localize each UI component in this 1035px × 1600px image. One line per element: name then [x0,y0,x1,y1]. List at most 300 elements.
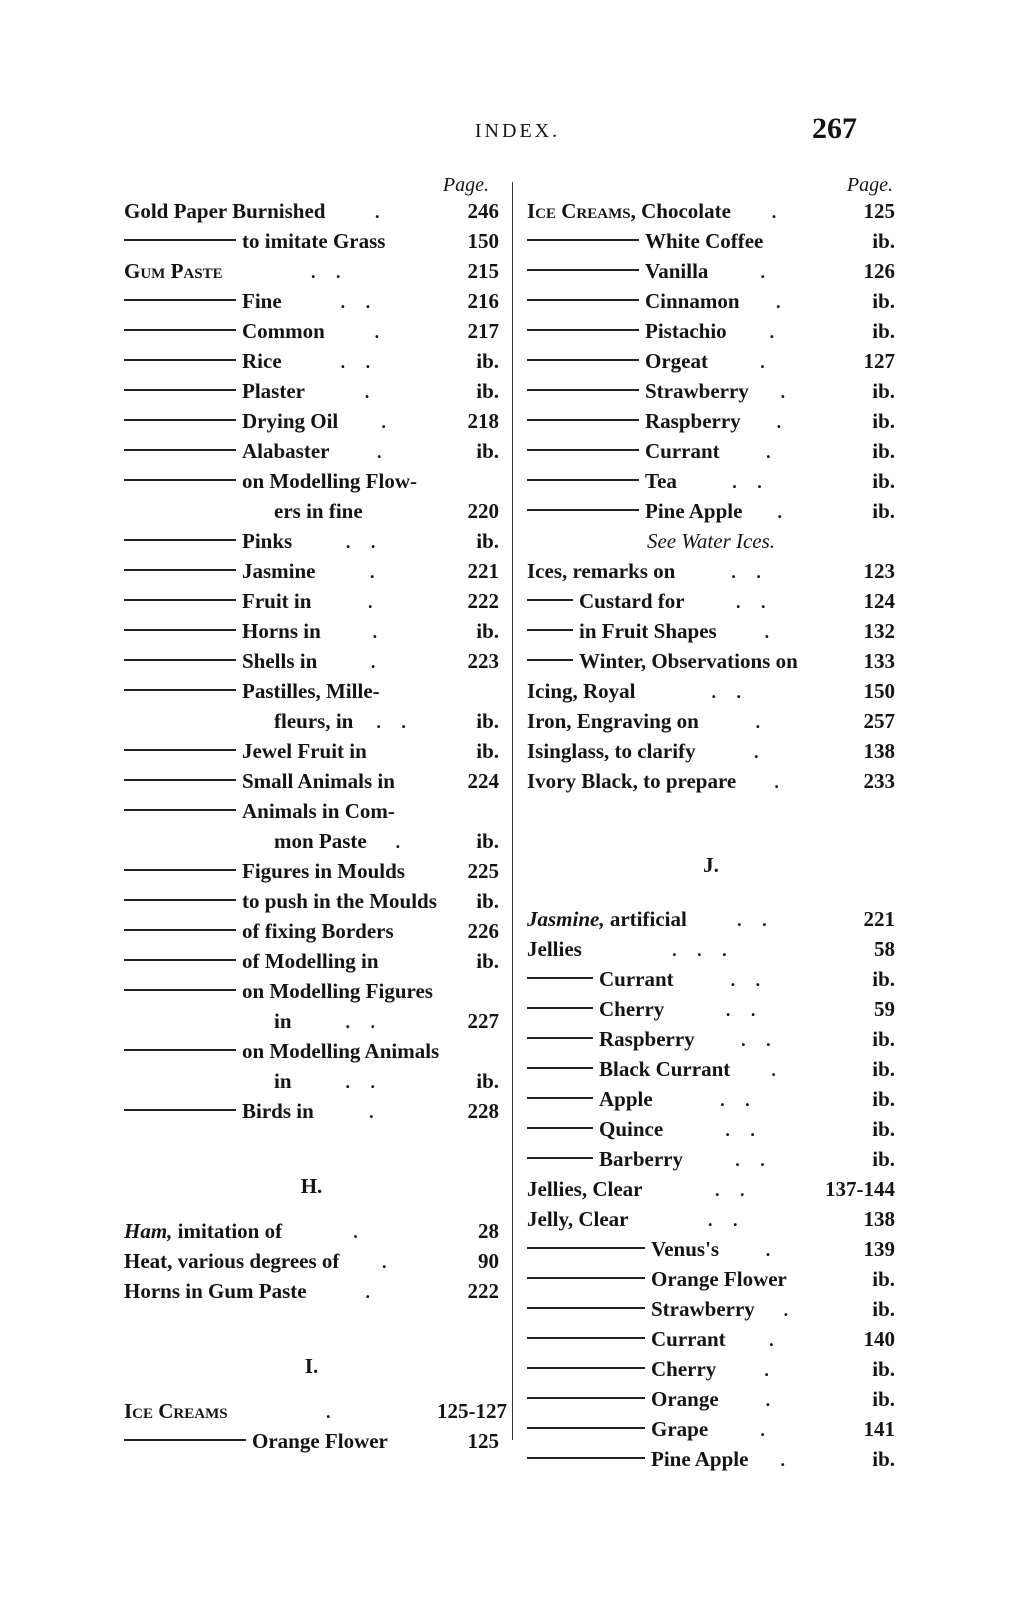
ditto-dash [124,389,236,391]
entry-text: Heat, various degrees of [124,1249,340,1273]
page-reference: ib. [872,1027,895,1051]
index-entry [124,286,499,316]
page-reference: ib. [872,1447,895,1471]
ditto-dash [527,1127,593,1129]
entry-text: Cinnamon [645,289,740,313]
page-reference: 58 [874,937,895,961]
leader-dots: . [755,712,769,732]
ditto-dash [527,1097,593,1099]
ditto-dash [527,389,639,391]
page-reference: 127 [863,349,895,373]
page-reference: ib. [872,409,895,433]
ditto-dash [124,479,236,481]
entry-text: fleurs, in [274,709,354,733]
page-reference: 125-127 [437,1399,507,1423]
ditto-dash [527,1157,593,1159]
page-reference: ib. [872,469,895,493]
page-reference: 90 [478,1249,499,1273]
index-entry [124,616,499,646]
leader-dots: . . [732,472,770,492]
entry-text: Currant [599,967,674,991]
entry-text: Small Animals in [242,769,395,793]
page-reference: 225 [467,859,499,883]
ditto-dash [527,1007,593,1009]
page-reference: 140 [863,1327,895,1351]
index-entry [527,994,895,1024]
ditto-dash [527,1307,645,1309]
entry-text: to imitate Grass [242,229,386,253]
entry-text: Jewel Fruit in [242,739,367,763]
page-number: 267 [812,112,857,145]
index-entry [124,706,499,736]
page-reference: ib. [476,619,499,643]
leader-dots: . [769,322,783,342]
entry-text: Ices, remarks on [527,559,676,583]
index-entry [124,946,499,976]
leader-dots: . [395,832,409,852]
ditto-dash [124,359,236,361]
ditto-dash [124,959,236,961]
entry-text: Ice Creams [124,1399,228,1423]
leader-dots: . [374,322,388,342]
index-entry [527,256,895,286]
running-title: INDEX. [474,120,561,142]
page-reference: ib. [872,439,895,463]
leader-dots: . . [345,1012,383,1032]
leader-dots: . [774,772,787,792]
ditto-dash [124,689,236,691]
entry-text: Raspberry [645,409,741,433]
leader-dots: . [771,202,785,222]
page-reference: ib. [476,529,499,553]
page-reference: 218 [467,409,499,433]
entry-text: Pistachio [645,319,727,343]
index-entry [124,976,499,1006]
entry-text: in [274,1009,292,1033]
leader-dots: . . [340,352,379,372]
page-reference: ib. [872,1357,895,1381]
entry-text: Orgeat [645,349,708,373]
leader-dots: . . [737,910,775,930]
leader-dots: . [326,1402,339,1422]
page-reference: ib. [476,439,499,463]
ditto-dash [527,509,639,511]
page-reference: 125 [863,199,895,223]
index-entry [527,646,895,676]
index-entry [124,256,499,286]
index-entry [124,1246,499,1276]
ditto-dash [527,1337,645,1339]
page-reference: ib. [476,739,499,763]
page-reference: 257 [863,709,895,733]
entry-text: Barberry [599,1147,683,1171]
leader-dots: . . . [672,940,735,960]
ditto-dash [527,269,639,271]
page-reference: ib. [476,829,499,853]
page-reference: ib. [872,379,895,403]
leader-dots: . [783,1300,797,1320]
ditto-dash [527,1277,645,1279]
entry-text: Horns in Gum Paste [124,1279,307,1303]
leader-dots: . . [730,970,769,990]
entry-text: Alabaster [242,439,330,463]
ditto-dash [124,299,236,301]
index-entry [124,436,499,466]
page-reference: 226 [467,919,499,943]
page-reference: 222 [467,589,499,613]
entry-text: Pine Apple [645,499,743,523]
ditto-dash [124,1109,236,1111]
page-reference: 215 [467,259,499,283]
leader-dots: . [367,592,381,612]
page-reference: ib. [476,349,499,373]
ditto-dash [527,1457,645,1459]
leader-dots: . [780,1450,793,1470]
ditto-dash [527,599,573,601]
index-entry [124,376,499,406]
index-entry [124,406,499,436]
ditto-dash [124,749,236,751]
ditto-dash [527,239,639,241]
leader-dots: . [364,382,378,402]
page-reference: 223 [467,649,499,673]
entry-text: Isinglass, to clarify [527,739,696,763]
leader-dots: . . [735,1150,773,1170]
leader-dots: . [765,1390,779,1410]
index-entry [124,526,499,556]
index-entry [124,1006,499,1036]
left-g-entries [124,196,499,1126]
index-entry [124,1396,507,1426]
index-entry [124,466,499,496]
leader-dots: . . [345,1072,383,1092]
entry-text: Tea [645,469,677,493]
page-reference: 217 [467,319,499,343]
index-entry [124,586,499,616]
leader-dots: . [372,622,386,642]
page-reference: 228 [467,1099,499,1123]
ditto-dash [124,329,236,331]
ditto-dash [124,809,236,811]
entry-text: White Coffee [645,229,764,253]
leader-dots: . [377,442,390,462]
leader-dots: . . [311,262,349,282]
leader-dots: . [370,562,383,582]
index-entry [124,496,499,526]
index-entry [124,1426,499,1456]
index-entry [527,1144,895,1174]
index-entry [527,376,895,406]
index-entry [124,646,499,676]
entry-text: Ice Creams, Chocolate [527,199,731,223]
entry-text: Apple [599,1087,653,1111]
entry-text: in Fruit Shapes [579,619,717,643]
page-reference: ib. [872,319,895,343]
leader-dots: . . [741,1030,779,1050]
leader-dots: . [771,1060,784,1080]
entry-text: Common [242,319,325,343]
ditto-dash [527,329,639,331]
entry-text: Pinks [242,529,293,553]
entry-text: Figures in Moulds [242,859,405,883]
left-column [124,174,507,1456]
page-reference: ib. [872,967,895,991]
entry-text: Cherry [599,997,665,1021]
index-entry [124,1216,499,1246]
entry-text: of fixing Borders [242,919,394,943]
page-reference: ib. [476,379,499,403]
index-entry [527,1354,895,1384]
ditto-dash [527,659,573,661]
entry-text: Jellies [527,937,582,961]
page-reference: ib. [476,1069,499,1093]
page-reference: ib. [872,1087,895,1111]
entry-text: Jelly, Clear [527,1207,629,1231]
entry-text: Birds in [242,1099,314,1123]
leader-dots: . [780,382,794,402]
entry-text: mon Paste [274,829,367,853]
leader-dots: . [765,1240,779,1260]
index-entry [527,346,895,376]
ditto-dash [527,419,639,421]
entry-text: Iron, Engraving on [527,709,699,733]
leader-dots: . [381,1252,395,1272]
entry-text: Jasmine, artificial [527,907,687,931]
index-entry [124,1276,499,1306]
page-reference: 246 [467,199,499,223]
page-reference: 59 [874,997,895,1021]
index-entry [527,406,895,436]
page-reference: 132 [863,619,895,643]
ditto-dash [124,539,236,541]
index-entry [527,766,895,796]
index-entry [527,1174,895,1204]
entry-text: of Modelling in [242,949,379,973]
leader-dots: . [764,1360,777,1380]
index-entry [124,1096,499,1126]
ditto-dash [527,1427,645,1429]
page-reference: 28 [478,1219,499,1243]
section-letter-h: H. [300,1174,323,1198]
leader-dots: . . [731,562,769,582]
leader-dots: . [754,742,767,762]
ditto-dash [527,359,639,361]
index-entry [527,1324,895,1354]
entry-text: on Modelling Animals [242,1039,440,1063]
index-entry [527,736,895,766]
entry-text: Horns in [242,619,321,643]
page-reference: 141 [863,1417,895,1441]
entry-text: Ivory Black, to prepare [527,769,737,793]
leader-dots: . [353,1222,366,1242]
entry-text: on Modelling Figures [242,979,433,1003]
see-note: See Water Ices. [646,529,776,553]
page-reference: ib. [476,709,499,733]
ditto-dash [527,1367,645,1369]
index-entry [527,226,895,256]
leader-dots: . . [736,592,774,612]
entry-text: Pastilles, Mille- [242,679,380,703]
entry-text: Shells in [242,649,318,673]
index-entry [527,1444,895,1474]
page-reference: ib. [872,1117,895,1141]
entry-text: Fruit in [242,589,312,613]
page-reference: 233 [863,769,895,793]
ditto-dash [124,989,236,991]
index-entry [124,556,499,586]
page-reference: 138 [863,739,895,763]
page-reference: 227 [467,1009,499,1033]
section-letter-j: J. [703,853,719,877]
entry-text: Venus's [651,1237,720,1261]
ditto-dash [124,599,236,601]
index-entry [124,766,499,796]
right-page-label: Page. [846,174,893,196]
entry-text: Orange Flower [651,1267,787,1291]
leader-dots: . [375,202,388,222]
entry-text: Quince [599,1117,664,1141]
entry-text: Strawberry [651,1297,755,1321]
entry-text: in [274,1069,292,1093]
ditto-dash [124,659,236,661]
ditto-dash [124,929,236,931]
index-entry [124,886,499,916]
ditto-dash [124,629,236,631]
index-entry [124,346,499,376]
leader-dots: . [760,262,773,282]
index-entry [124,916,499,946]
index-entry [527,616,895,646]
leader-dots: . [776,412,790,432]
leader-dots: . . [714,1180,753,1200]
page-reference: 124 [863,589,895,613]
leader-dots: . . [725,1000,764,1020]
index-entry [124,196,499,226]
ditto-dash [124,1439,246,1441]
page-reference: ib. [872,1267,895,1291]
leader-dots: . [369,1102,382,1122]
entry-text: Animals in Com- [242,799,395,823]
leader-dots: . [769,1330,782,1350]
index-entry [527,1384,895,1414]
leader-dots: . . [711,682,749,702]
section-letter-i: I. [304,1354,319,1378]
leader-dots: . . [376,712,414,732]
page-reference: ib. [872,1297,895,1321]
entry-text: on Modelling Flow- [242,469,418,493]
index-entry [124,1066,499,1096]
page-reference: ib. [872,1057,895,1081]
left-page-label: Page. [442,174,489,196]
page-reference: 133 [863,649,895,673]
index-entry [527,586,895,616]
index-entry [527,1024,895,1054]
page-reference: 150 [863,679,895,703]
index-entry [124,826,499,856]
page-reference: 123 [863,559,895,583]
entry-text: Cherry [651,1357,717,1381]
ditto-dash [527,977,593,979]
page-reference: 126 [863,259,895,283]
index-entry [527,706,895,736]
index-entry [124,736,499,766]
ditto-dash [527,1037,593,1039]
leader-dots: . . [707,1210,746,1230]
index-entry [527,286,895,316]
ditto-dash [527,1247,645,1249]
page-reference: ib. [872,1147,895,1171]
index-entry [527,316,895,346]
leader-dots: . . [345,532,384,552]
entry-text: Black Currant [599,1057,731,1081]
ditto-dash [124,449,236,451]
index-entry [527,466,895,496]
entry-text: Vanilla [645,259,709,283]
index-entry [527,496,895,526]
index-entry [527,1114,895,1144]
page-reference: 137-144 [825,1177,895,1201]
column-divider [512,182,513,1440]
right-ices-entries [527,556,895,796]
page-reference: 125 [467,1429,499,1453]
ditto-dash [527,479,639,481]
page-reference: ib. [872,1387,895,1411]
entry-text: Icing, Royal [527,679,636,703]
entry-text: Currant [651,1327,726,1351]
leader-dots: . [776,292,789,312]
leader-dots: . [760,1420,773,1440]
right-j-entries [527,904,895,1474]
left-i-entries [124,1396,507,1456]
page-reference: 220 [467,499,499,523]
left-h-entries [124,1216,499,1306]
index-entry [124,316,499,346]
ditto-dash [527,629,573,631]
page-reference: ib. [872,499,895,523]
index-entry [527,676,895,706]
index-entry [527,904,895,934]
ditto-dash [527,299,639,301]
leader-dots: . [365,1282,379,1302]
entry-text: Strawberry [645,379,749,403]
index-entry [527,1204,895,1234]
ditto-dash [124,569,236,571]
ditto-dash [124,1049,236,1051]
right-column [527,174,895,1474]
index-entry [527,1084,895,1114]
entry-text: ers in fine [274,499,363,523]
entry-text: Pine Apple [651,1447,749,1471]
index-entry [124,676,499,706]
entry-text: Rice [242,349,282,373]
page-reference: 150 [467,229,499,253]
entry-text: Plaster [242,379,305,403]
page-reference: 216 [467,289,499,313]
ditto-dash [527,449,639,451]
entry-text: Jasmine [242,559,316,583]
right-ice-entries [527,196,895,526]
entry-text: Fine [242,289,282,313]
entry-text: Grape [651,1417,709,1441]
page-reference: ib. [476,949,499,973]
leader-dots: . [370,652,384,672]
entry-text: Gum Paste [124,259,223,283]
page-reference: ib. [872,229,895,253]
entry-text: Orange [651,1387,719,1411]
entry-text: Drying Oil [242,409,339,433]
index-entry [124,226,499,256]
entry-text: Currant [645,439,720,463]
